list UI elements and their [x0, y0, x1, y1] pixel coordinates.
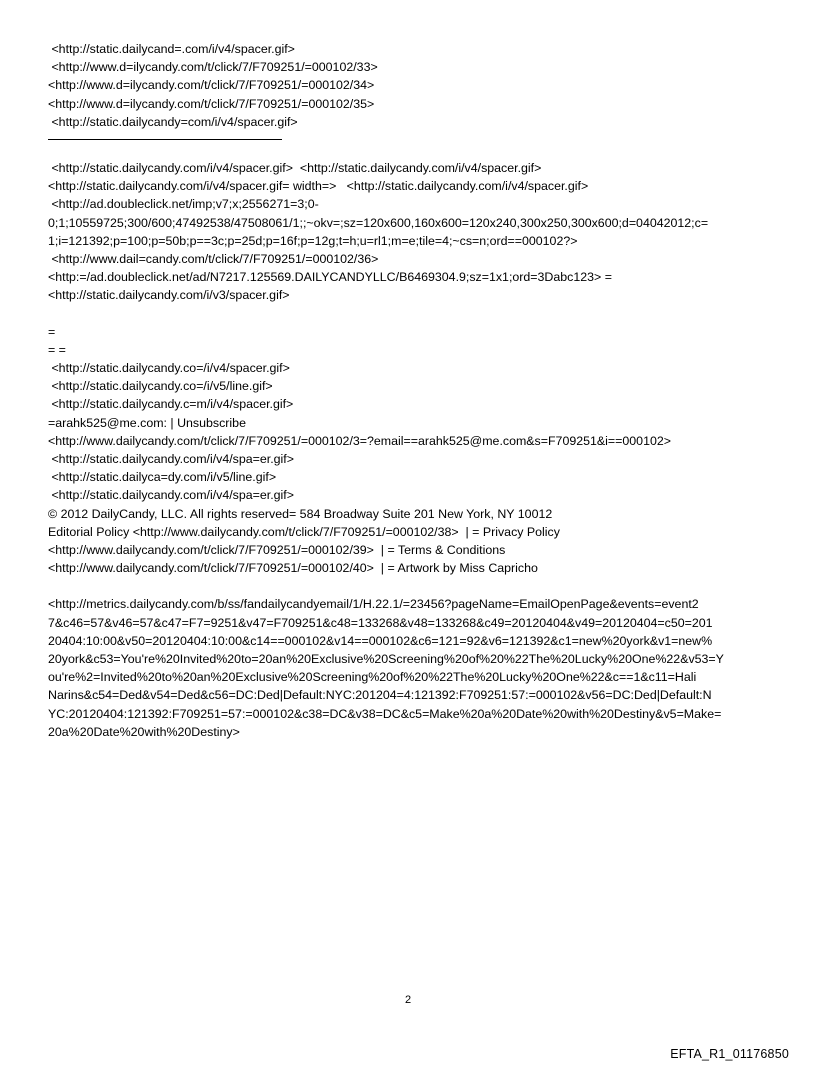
text-line: <http://metrics.dailycandy.com/b/ss/fandailycandyemail/1/H.22.1/=23456?pageName=EmailOpenPage&events=event2	[48, 597, 699, 612]
equals-block	[48, 323, 776, 359]
text-line: 20a%20Date%20with%20Destiny>	[48, 724, 240, 739]
text-line: YC:20120404:121392:F709251=57:=000102&c38=DC&v38=DC&c5=Make%20a%20Date%20with%20Destiny&v5=Make=	[48, 706, 722, 721]
text-line: <http://www.d=ilycandy.com/t/click/7/F709251/=000102/34>	[48, 78, 375, 93]
bates-number: EFTA_R1_01176850	[670, 1047, 789, 1061]
text-line: <http://static.dailycandy.com/i/v4/spacer.gif= width=> <http://static.dailycandy.com/i/v4/spacer.gif>	[48, 179, 589, 194]
text-line: <http://static.dailycandy=com/i/v4/spacer.gif>	[48, 114, 298, 129]
text-line: 20404:10:00&v50=20120404:10:00&c14==000102&v14==000102&c6=121=92&v6=121392&c1=new%20york&v1=new%	[48, 633, 713, 648]
text-line: <http://static.dailycandy.c=m/i/v4/spacer.gif>	[48, 397, 294, 412]
text-line: <http://www.dail=candy.com/t/click/7/F709251/=000102/36>	[48, 251, 379, 266]
text-line: ou're%2=Invited%20to%20an%20Exclusive%20Screening%20of%20%22The%20Lucky%20One%22&c==1&c11=Hali	[48, 670, 697, 685]
spacer	[48, 304, 776, 322]
text-line: 0;1;10559725;300/600;47492538/47508061/1;;~okv=;sz=120x600,160x600=120x240,300x250,300x600;d=04042012;c=	[48, 215, 709, 230]
text-line: <http://static.dailycandy.com/i/v3/spacer.gif>	[48, 288, 290, 303]
metrics-url-block	[48, 595, 776, 741]
copyright-line: © 2012 DailyCandy, LLC. All rights reserved= 584 Broadway Suite 201 New York, NY 10012	[48, 506, 553, 521]
spacer	[48, 577, 776, 595]
unsubscribe-link: <http://www.dailycandy.com/t/click/7/F709251/=000102/3=?email==arahk525@me.com&s=F709251&i==000102>	[48, 433, 671, 448]
text-line: = =	[48, 342, 66, 357]
horizontal-rule	[48, 139, 282, 140]
artwork-line: <http://www.dailycandy.com/t/click/7/F709251/=000102/40> | = Artwork by Miss Capricho	[48, 561, 538, 576]
page-number: 2	[404, 994, 412, 1006]
text-line: Narins&c54=Ded&v54=Ded&c56=DC:Ded|Default:NYC:201204=4:121392:F709251:57:=000102&v56=DC:Ded|Default:N	[48, 688, 712, 703]
ad-links-block	[48, 159, 776, 305]
text-line: <http://static.dailycandy.com/i/v4/spa=er.gif>	[48, 488, 294, 503]
text-line: <http://www.d=ilycandy.com/t/click/7/F709251/=000102/35>	[48, 96, 375, 111]
text-line: <http://static.dailycand=.com/i/v4/spacer.gif>	[48, 42, 295, 56]
text-line: <http://www.d=ilycandy.com/t/click/7/F709251/=000102/33>	[48, 60, 378, 75]
text-line: <http://static.dailycandy.co=/i/v5/line.gif>	[48, 379, 273, 394]
unsubscribe-line: =arahk525@me.com: | Unsubscribe	[48, 415, 246, 430]
document-body	[48, 40, 776, 741]
link-block-top	[48, 40, 776, 131]
footer-links-block	[48, 359, 776, 577]
text-line: <http://static.dailycandy.co=/i/v4/spacer.gif>	[48, 361, 290, 375]
terms-line: <http://www.dailycandy.com/t/click/7/F709251/=000102/39> | = Terms & Conditions	[48, 542, 506, 557]
text-line: <http:=/ad.doubleclick.net/ad/N7217.125569.DAILYCANDYLLC/B6469304.9;sz=1x1;ord=3Dabc123> =	[48, 270, 612, 285]
text-line: =	[48, 324, 56, 339]
text-line: <http://ad.doubleclick.net/imp;v7;x;2556271=3;0-	[48, 197, 319, 212]
text-line: <http://static.dailycandy.com/i/v4/spacer.gif> <http://static.dailycandy.com/i/v4/spacer.gif>	[48, 160, 542, 175]
text-line: 20york&c53=You're%20Invited%20to=20an%20Exclusive%20Screening%20of%20%22The%20Lucky%20One%22&v53=Y	[48, 652, 724, 666]
text-line: <http://static.dailyca=dy.com/i/v5/line.gif>	[48, 470, 277, 485]
text-line: 1;i=121392;p=100;p=50b;p==3c;p=25d;p=16f;p=12g;t=h;u=rl1;m=e;tile=4;~cs=n;ord==000102?>	[48, 233, 578, 248]
text-line: <http://static.dailycandy.com/i/v4/spa=er.gif>	[48, 451, 294, 466]
editorial-policy-line: Editorial Policy <http://www.dailycandy.com/t/click/7/F709251/=000102/38> | = Privacy Policy	[48, 524, 560, 539]
text-line: 7&c46=57&v46=57&c47=F7=9251&v47=F709251&c48=133268&v48=133268&c49=20120404&v49=20120404=c50=201	[48, 615, 713, 630]
